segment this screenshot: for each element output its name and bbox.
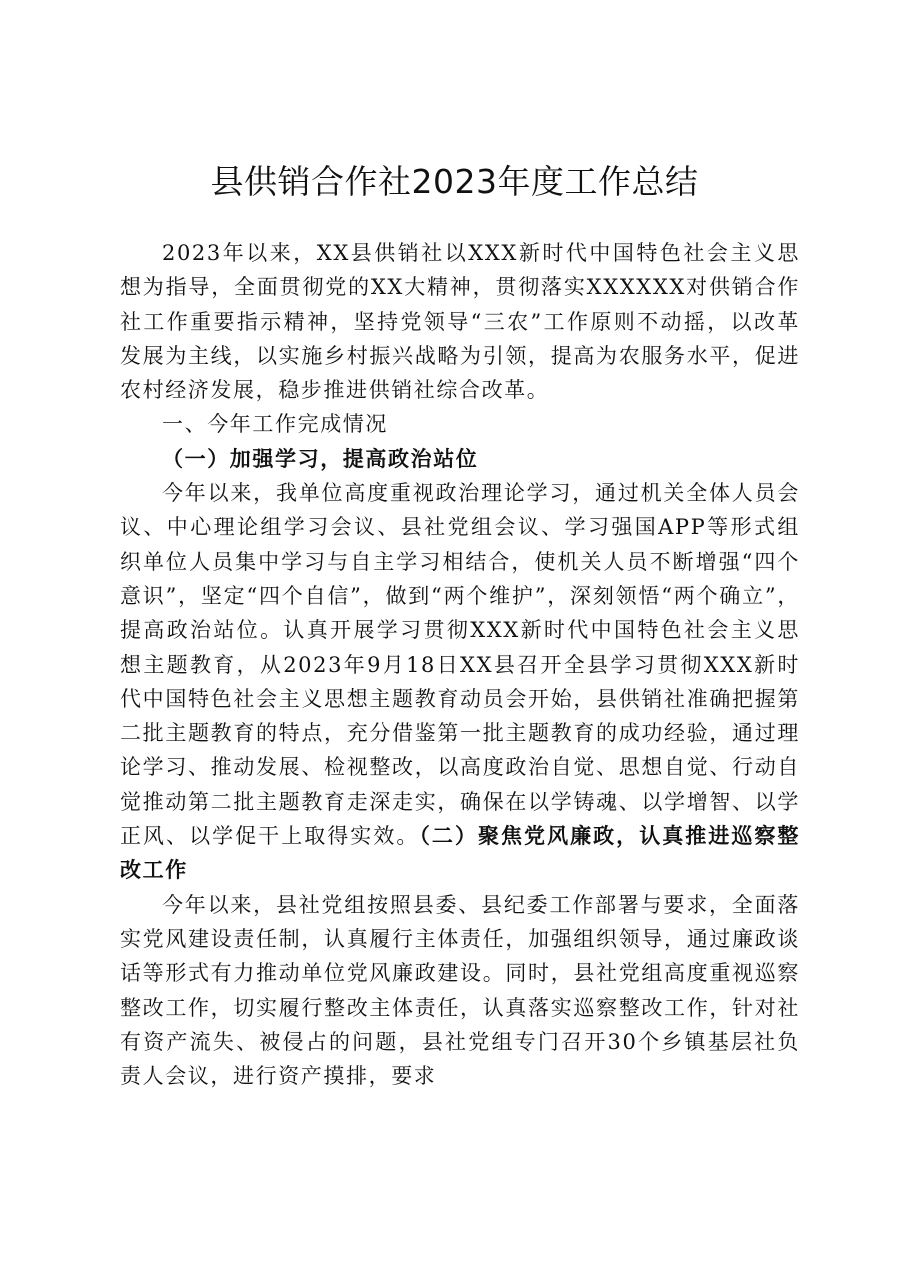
subsection-1-body: 今年以来，我单位高度重视政治理论学习，通过机关全体人员会议、中心理论组学习会议、县社党组会议、学习强国APP等形式组织单位人员集中学习与自主学习相结合，使机关人员不断增强“四个意识”，坚定“四个自信”，做到“两个维护”，深刻领悟“两个确立”，提高政治站位。认真开展学习贯彻XXX新时代中国特色社会主义思想主题教育，从2023年9月18日XX县召开全县学习贯彻XXX新时代中国特色社会主义思想主题教育动员会开始，县供销社准确把握第二批主题教育的特点，充分借鉴第一批主题教育的成功经验，通过理论学习、推动发展、检视整改，以高度政治自觉、思想自觉、行动自觉推动第二批主题教育走深走实，确保在以学铸魂、以学增智、以学正风、以学促干上取得实效。 [120,481,800,849]
document-body [120,236,800,1093]
document-title: 县供销合作社2023年度工作总结 [210,162,699,201]
section-heading-1: 一、今年工作完成情况 [162,412,388,437]
subsection-heading-1: （一）加强学习，提高政治站位 [162,445,479,471]
subsection-heading-2: （二）聚焦党风廉政，认真推进巡察整改工作 [120,823,800,883]
subsection-2-paragraph: 今年以来，县社党组按照县委、县纪委工作部署与要求，全面落实党风建设责任制，认真履行主体责任，加强组织领导，通过廉政谈话等形式有力推动单位党风廉政建设。同时，县社党组高度重视巡察整改工作，切实履行整改主体责任，认真落实巡察整改工作，针对社有资产流失、被侵占的问题，县社党组专门召开30个乡镇基层社负责人会议，进行资产摸排，要求 [120,892,800,1089]
subsection-1-paragraph [120,476,800,888]
intro-paragraph: 2023年以来，XX县供销社以XXX新时代中国特色社会主义思想为指导，全面贯彻党的XX大精神，贯彻落实XXXXXX对供销合作社工作重要指示精神，坚持党领导“三农”工作原则不动摇，以改革发展为主线，以实施乡村振兴战略为引领，提高为农服务水平，促进农村经济发展，稳步推进供销社综合改革。 [120,241,800,403]
